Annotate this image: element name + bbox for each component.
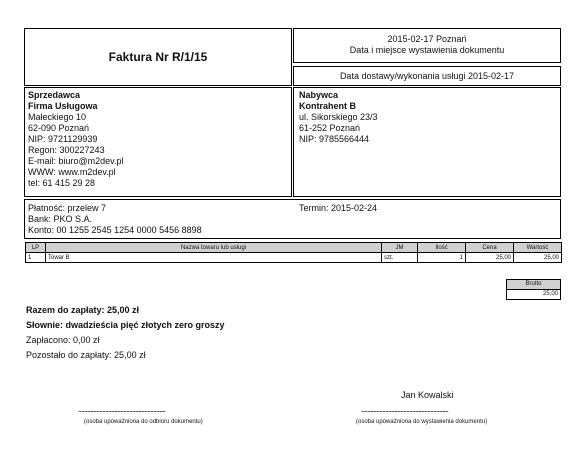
brutto-value-box <box>506 289 561 300</box>
delivery-date-box <box>293 66 561 86</box>
payment-account: Konto: 00 1255 2545 1254 0000 5456 8898 <box>28 225 202 235</box>
buyer-name: Kontrahent B <box>299 101 356 111</box>
seller-phone: tel: 61 415 29 28 <box>28 178 96 188</box>
cell-name: Towar B <box>46 253 382 263</box>
buyer-box <box>293 87 561 197</box>
issue-date-place: 2015-02-17 Poznań <box>387 34 467 44</box>
issue-date-box <box>293 28 561 63</box>
amount-in-words: Słownie: dwadzieścia pięć złotych zero groszy <box>26 320 225 330</box>
column-header-lp: LP <box>26 243 46 253</box>
payment-method: Płatność: przelew 7 <box>28 203 107 213</box>
column-header-value: Wartość <box>514 243 562 253</box>
amount-remaining: Pozostało do zapłaty: 25,00 zł <box>26 350 146 360</box>
seller-regon: Regon: 300227243 <box>28 145 105 155</box>
cell-unit: szt. <box>382 253 418 263</box>
brutto-value: 25,00 <box>542 291 558 297</box>
total-due: Razem do zapłaty: 25,00 zł <box>26 305 140 315</box>
items-table <box>25 242 562 263</box>
issuer-signature-caption: (osoba upoważniona do wystawienia dokumentu) <box>356 419 488 425</box>
buyer-heading: Nabywca <box>299 90 339 100</box>
cell-lp: 1 <box>26 253 46 263</box>
seller-street: Małeckiego 10 <box>28 112 87 122</box>
seller-nip: NIP: 9721129939 <box>28 134 98 144</box>
delivery-date: Data dostawy/wykonania usługi 2015-02-17 <box>339 71 515 81</box>
payment-bank: Bank: PKO S.A. <box>28 214 93 224</box>
issuer-name: Jan Kowalski <box>401 390 454 400</box>
buyer-nip: NIP: 9785566444 <box>299 134 370 144</box>
seller-name: Firma Usługowa <box>28 101 98 111</box>
receiver-signature-caption: (osoba upoważniona do odbioru dokumentu) <box>84 419 203 425</box>
table-header-row <box>26 243 562 253</box>
seller-email: E-mail: biuro@m2dev.pl <box>28 156 124 166</box>
column-header-quantity: Ilość <box>418 243 466 253</box>
seller-city: 62-090 Poznań <box>28 123 90 133</box>
payment-box <box>24 199 561 239</box>
amount-paid: Zapłacono: 0,00 zł <box>26 335 100 345</box>
buyer-city: 61-252 Poznań <box>299 123 361 133</box>
column-header-price: Cena <box>466 243 514 253</box>
seller-heading: Sprzedawca <box>28 90 81 100</box>
cell-price: 25,00 <box>466 253 514 263</box>
cell-quantity: 1 <box>418 253 466 263</box>
seller-www: WWW: www.m2dev.pl <box>28 167 116 177</box>
brutto-label: Brutto <box>525 281 542 287</box>
table-row <box>26 253 562 263</box>
buyer-street: ul. Sikorskiego 23/3 <box>299 112 378 122</box>
seller-box <box>24 87 292 197</box>
issuer-signature-line: .......................................................... <box>361 404 449 414</box>
issue-date-caption: Data i miejsce wystawienia dokumentu <box>349 45 505 55</box>
invoice-title: Faktura Nr R/1/15 <box>108 50 208 64</box>
receiver-signature-line: .......................................................... <box>78 404 166 414</box>
column-header-name: Nazwa towaru lub usługi <box>46 243 382 253</box>
invoice-title-box <box>24 28 292 86</box>
column-header-unit: JM <box>382 243 418 253</box>
cell-value: 25,00 <box>514 253 562 263</box>
payment-term: Termin: 2015-02-24 <box>299 203 378 213</box>
